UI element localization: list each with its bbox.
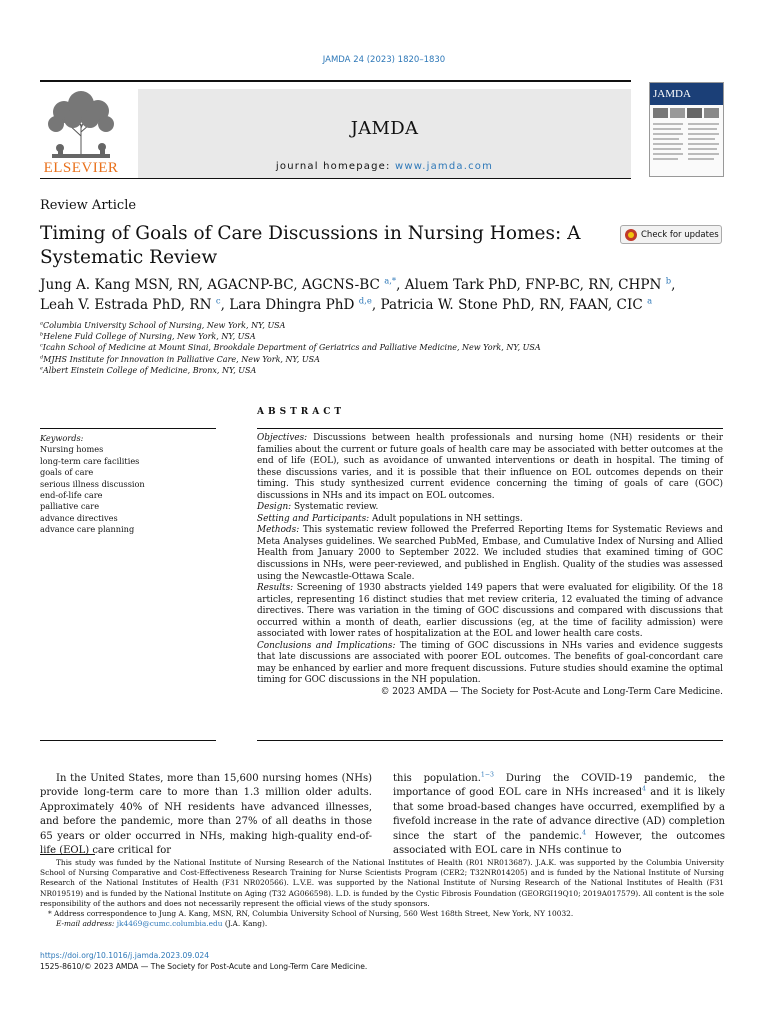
- abstract-rule: [257, 428, 723, 429]
- reference-link[interactable]: 4: [582, 829, 587, 837]
- keyword: advance care planning: [40, 524, 135, 535]
- abstract-methods: Methods: This systematic review followed the Preferred Reporting Items for Systematic Reviews and Meta Analyses guidelines. We searched PubMed, Embase, and Cumulative Index of Nursing and Allied Health from January 2000 to September 2022. We included studies that examined timing of GOC discussions in NHs, were peer-reviewed, and published in English. Quality of the studies was assessed using the Newcastle-Ottawa Scale.: [257, 525, 723, 582]
- homepage-label: journal homepage:: [275, 161, 395, 172]
- keyword: Nursing homes: [40, 444, 104, 455]
- doi-link[interactable]: https://doi.org/10.1016/j.jamda.2023.09.024: [40, 951, 210, 960]
- affiliation-item: $^d$MJHS Institute for Innovation in Palliative Care, New York, NY, USA: [40, 353, 320, 364]
- author-list: Jung A. Kang MSN, RN, AGACNP-BC, AGCNS-BC $^{a,*}$, Aluem Tark PhD, FNP-BC, RN, CHPN $^b$, Leah V. Estrada PhD, RN $^c$, Lara Dhingra PhD $^{d,e}$, Patricia W. Stone PhD, RN, FAAN, CIC $^a$: [40, 275, 676, 313]
- keywords-block: [40, 433, 216, 536]
- body-column-right: this population.$^{1-3}$ During the COVID-19 pandemic, the importance of good EOL care in NHs increased$^4$ and it is likely that some broad-based changes have occurred, exemplified by a fivefold increase in the rate of advance directive (AD) completion since the start of the pandemic.$^4$ However, the outcomes associated with EOL care in NHs continue to: [393, 771, 725, 857]
- abstract-objectives: Objectives: Discussions between health professionals and nursing home (NH) residents or their families about the current or future goals of health care may be associated with better outcomes at the end of life (EOL), such as avoidance of unwanted interventions or death in hospital. The timing of these discussions varies, and it is possible that their influence on EOL outcomes depends on their timing. This study synthesized current evidence concerning the timing of goals of care (GOC) discussions in NHs and its impact on EOL outcomes.: [257, 433, 723, 501]
- keyword: serious illness discussion: [40, 478, 145, 489]
- cover-content-icon: [650, 105, 723, 175]
- keywords-label: Keywords:: [40, 433, 84, 443]
- footnote-rule: [40, 854, 95, 855]
- affiliation-item: $^c$Icahn School of Medicine at Mount Sinai, Brookdale Department of Geriatrics and Palliative Medicine, New York, NY, USA: [40, 342, 541, 353]
- affiliation-item: $^b$Helene Fuld College of Nursing, New York, NY, USA: [40, 331, 256, 342]
- author-name: Patricia W. Stone PhD, RN, FAAN, CIC: [380, 297, 648, 313]
- article-type: Review Article: [40, 198, 137, 213]
- keywords-rule-bottom: [40, 740, 216, 741]
- keyword: goals of care: [40, 467, 94, 478]
- journal-name: JAMDA: [350, 118, 419, 139]
- reference-link[interactable]: 1−3: [480, 771, 494, 779]
- check-for-updates-button[interactable]: [620, 225, 722, 244]
- affiliation-item: $^e$Albert Einstein College of Medicine, Bronx, NY, USA: [40, 365, 257, 375]
- crossmark-icon: [625, 229, 637, 241]
- abstract-body: [257, 433, 723, 699]
- abstract-results: Results: Screening of 1930 abstracts yielded 149 papers that were evaluated for eligibility. Of the 18 articles, representing 16 distinct studies that met review criteria, 12 evaluated the timing of advance directives. There was variation in the timing of GOC discussions and compared with discussions that occurred within a month of death, earlier discussions (eg, at the time of facility admission) were associated with lower rates of hospitalization at the EOL and lower health care costs.: [257, 583, 723, 640]
- journal-homepage: [138, 161, 631, 172]
- abstract-conclusions: Conclusions and Implications: The timing of GOC discussions in NHs varies and evidence suggests that late discussions are associated with poorer EOL outcomes. The benefits of goal-concordant care may be enhanced by earlier and more frequent discussions. Future studies should examine the optimal timing for GOC discussions in the NH population.: [257, 640, 723, 686]
- author-affiliation-link[interactable]: a: [647, 295, 653, 306]
- doi-block: [40, 950, 367, 972]
- author-name: Lara Dhingra PhD: [229, 297, 359, 313]
- header-rule: [40, 80, 631, 82]
- affiliation-list: [40, 320, 730, 376]
- keywords-rule: [40, 428, 216, 429]
- journal-citation[interactable]: JAMDA 24 (2023) 1820–1830: [322, 55, 446, 65]
- keyword: palliative care: [40, 501, 100, 512]
- author-name: Aluem Tark PhD, FNP-BC, RN, CHPN: [404, 277, 666, 293]
- issn-line: 1525-8610/© 2023 AMDA — The Society for Post-Acute and Long-Term Care Medicine.: [40, 962, 368, 971]
- body-column-left: In the United States, more than 15,600 nursing homes (NHs) provide long-term care to more than 1.3 million older adults. Approximately 40% of NH residents have advanced illnesses, and before the pandemic, more than 27% of all deaths in those 65 years or older occurred in NHs, making high-quality end-of-life (EOL) care critical for: [40, 773, 372, 857]
- keyword: long-term care facilities: [40, 455, 140, 466]
- author-affiliation-link[interactable]: d,e: [358, 295, 372, 306]
- keyword: end-of-life care: [40, 490, 103, 501]
- correspondence-footnote: * Address correspondence to Jung A. Kang, MSN, RN, Columbia University School of Nursing, 560 West 168th Street, New York, NY 10032.: [48, 909, 574, 919]
- cover-title: JAMDA: [650, 83, 723, 105]
- abstract-heading: ABSTRACT: [257, 407, 346, 417]
- email-link[interactable]: jk4469@cumc.columbia.edu: [116, 919, 223, 929]
- abstract-setting: Setting and Participants: Adult populations in NH settings.: [257, 513, 523, 524]
- abstract-rule-bottom: [257, 740, 723, 741]
- author-name: Jung A. Kang MSN, RN, AGACNP-BC, AGCNS-BC: [40, 277, 385, 293]
- author-name: Leah V. Estrada PhD, RN: [40, 297, 216, 313]
- check-for-updates-label: Check for updates: [641, 229, 719, 240]
- affiliation-item: $^a$Columbia University School of Nursing, New York, NY, USA: [40, 320, 286, 330]
- elsevier-logo: [40, 86, 122, 176]
- author-affiliation-link[interactable]: a,*: [384, 275, 397, 286]
- publisher-name: ELSEVIER: [43, 160, 119, 176]
- reference-link[interactable]: 4: [641, 786, 646, 794]
- abstract-copyright: © 2023 AMDA — The Society for Post-Acute and Long-Term Care Medicine.: [380, 687, 723, 698]
- article-title: Timing of Goals of Care Discussions in Nursing Homes: A Systematic Review: [40, 223, 581, 268]
- header-rule-bottom: [40, 178, 631, 179]
- author-affiliation-link[interactable]: b: [665, 275, 672, 286]
- homepage-link[interactable]: www.jamda.com: [395, 161, 494, 172]
- journal-cover-thumbnail[interactable]: [649, 82, 724, 177]
- footnotes: [40, 858, 724, 929]
- keyword: advance directives: [40, 512, 118, 523]
- author-affiliation-link[interactable]: c: [215, 295, 221, 306]
- funding-footnote: This study was funded by the National Institute of Nursing Research of the National Institutes of Health (R01 NR013687). J.A.K. was supported by the Columbia University School of Nursing Comparative and Cost-Effectiveness Research Training for Nurse Scientists Program (CER2; T32NR014205) and is funded by the National Institute of Nursing Research of the National Institutes of Health (F31 NR020566). L.V.E. was supported by the National Institute of Nursing Research of the National Institutes of Health (F31 NR019519) and is funded by the National Institute on Aging (T32 AG066598). L.D. is funded by the Cystic Fibrosis Foundation (GEORGI19Q10; 2019A017579). All content is the sole responsibility of the authors and does not necessarily represent the official views of the study sponsors.: [40, 858, 724, 908]
- email-footnote: E-mail address: jk4469@cumc.columbia.edu (J.A. Kang).: [56, 919, 268, 929]
- abstract-design: Design: Systematic review.: [257, 502, 379, 513]
